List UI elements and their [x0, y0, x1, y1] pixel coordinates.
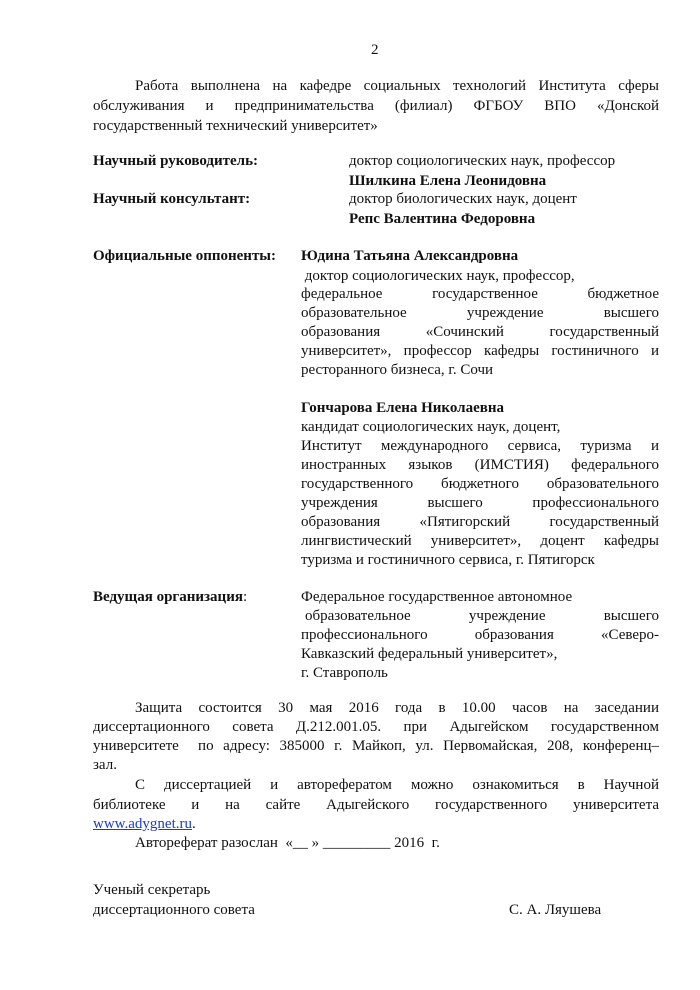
opponent-1-line-2: федеральное государственное бюджетное	[301, 286, 659, 302]
defense-line-2: диссертационного совета Д.212.001.05. при Адыгейском государственном	[93, 719, 659, 735]
opponent-1-line-4: образования «Сочинский государственный	[301, 324, 659, 340]
opponent-1-name: Юдина Татьяна Александровна	[301, 248, 519, 264]
website-suffix: .	[192, 816, 196, 832]
supervisor-degree: доктор социологических наук, профессор	[349, 153, 616, 169]
secretary-title-2: диссертационного совета	[93, 902, 255, 918]
opponent-2-line-2: Институт международного сервиса, туризма и	[301, 438, 659, 454]
consultant-name: Репс Валентина Федоровна	[349, 211, 536, 227]
opponent-1-line-3: образовательное учреждение высшего	[301, 305, 659, 321]
library-line-2: библиотеке и на сайте Адыгейского государственного университета	[93, 797, 659, 813]
secretary-title-1: Ученый секретарь	[93, 882, 211, 898]
website-link[interactable]: www.adygnet.ru	[93, 816, 193, 832]
supervisor-name: Шилкина Елена Леонидовна	[349, 173, 547, 189]
opponent-1-line-1: доктор социологических наук, профессор,	[301, 268, 575, 284]
lead-org-line-3: профессионального образования «Северо-	[301, 627, 659, 643]
sent-line: Автореферат разослан «__ » _________ 2016 г.	[135, 835, 440, 851]
defense-line-1: Защита состоится 30 мая 2016 года в 10.00 часов на заседании	[135, 700, 659, 716]
consultant-degree: доктор биологических наук, доцент	[349, 191, 577, 207]
lead-org-line-2: образовательное учреждение высшего	[305, 608, 659, 624]
opponent-2-line-1: кандидат социологических наук, доцент,	[301, 419, 561, 435]
secretary-name: С. А. Ляушева	[509, 902, 602, 918]
opponent-1-line-6: ресторанного бизнеса, г. Сочи	[301, 362, 494, 378]
opponents-label: Официальные оппоненты:	[93, 248, 277, 264]
consultant-label: Научный консультант:	[93, 191, 251, 207]
opponent-2-line-4: государственного бюджетного образовательного	[301, 476, 659, 492]
opponent-2-line-6: образования «Пятигорский государственный	[301, 514, 659, 530]
lead-org-line-1: Федеральное государственное автономное	[301, 589, 573, 605]
opponent-2-line-5: учреждения высшего профессионального	[301, 495, 659, 511]
website-line	[93, 814, 196, 834]
opponent-2-line-3: иностранных языков (ИМСТИЯ) федерального	[301, 457, 659, 473]
library-line-1: С диссертацией и авторефератом можно ознакомиться в Научной	[135, 777, 659, 793]
lead-org-label-text: Ведущая организация	[93, 589, 243, 605]
opponent-1-line-5: университет», профессор кафедры гостиничного и	[301, 343, 659, 359]
defense-line-3: университете по адресу: 385000 г. Майкоп, ул. Первомайская, 208, конференц–	[93, 738, 659, 754]
intro-line-3: государственный технический университет»	[93, 118, 378, 134]
defense-line-4: зал.	[93, 757, 117, 773]
opponent-2-line-8: туризма и гостиничного сервиса, г. Пятигорск	[301, 552, 595, 568]
page-number: 2	[371, 42, 379, 58]
intro-line-1: Работа выполнена на кафедре социальных технологий Института сферы	[135, 78, 659, 94]
lead-org-line-5: г. Ставрополь	[301, 665, 388, 681]
intro-line-2: обслуживания и предпринимательства (филиал) ФГБОУ ВПО «Донской	[93, 98, 659, 114]
lead-org-colon: :	[242, 589, 248, 605]
opponent-2-name: Гончарова Елена Николаевна	[301, 400, 504, 416]
supervisor-label: Научный руководитель:	[93, 153, 258, 169]
lead-org-line-4: Кавказский федеральный университет»,	[301, 646, 558, 662]
lead-org-label	[93, 587, 247, 607]
opponent-2-line-7: лингвистический университет», доцент кафедры	[301, 533, 659, 549]
